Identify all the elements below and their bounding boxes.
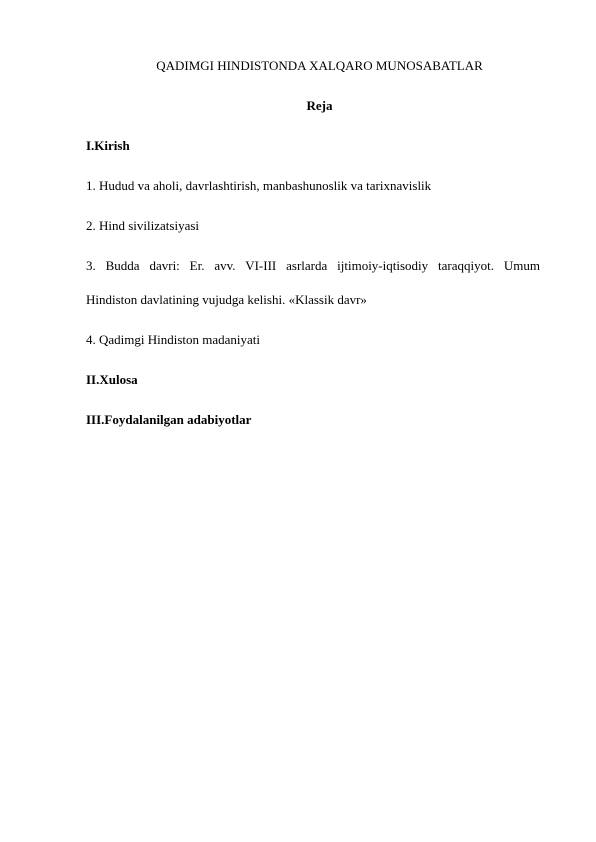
document-title: QADIMGI HINDISTONDA XALQARO MUNOSABATLAR (156, 58, 483, 73)
section-conclusion: II.Xulosa (86, 372, 138, 387)
section-references: III.Foydalanilgan adabiyotlar (86, 412, 252, 427)
plan-item-3-line-1: 3. Budda davri: Er. avv. VI-III asrlarda ijtimoiy-iqtisodiy taraqqiyot. Umum (86, 258, 540, 273)
plan-item-1: 1. Hudud va aholi, davrlashtirish, manbashunoslik va tarixnavislik (86, 178, 432, 193)
plan-heading: Reja (306, 98, 333, 113)
section-intro: I.Kirish (86, 138, 130, 153)
plan-item-2: 2. Hind sivilizatsiyasi (86, 218, 200, 233)
plan-item-4: 4. Qadimgi Hindiston madaniyati (86, 332, 261, 347)
plan-item-3-line-2: Hindiston davlatining vujudga kelishi. «Klassik davr» (86, 292, 367, 307)
